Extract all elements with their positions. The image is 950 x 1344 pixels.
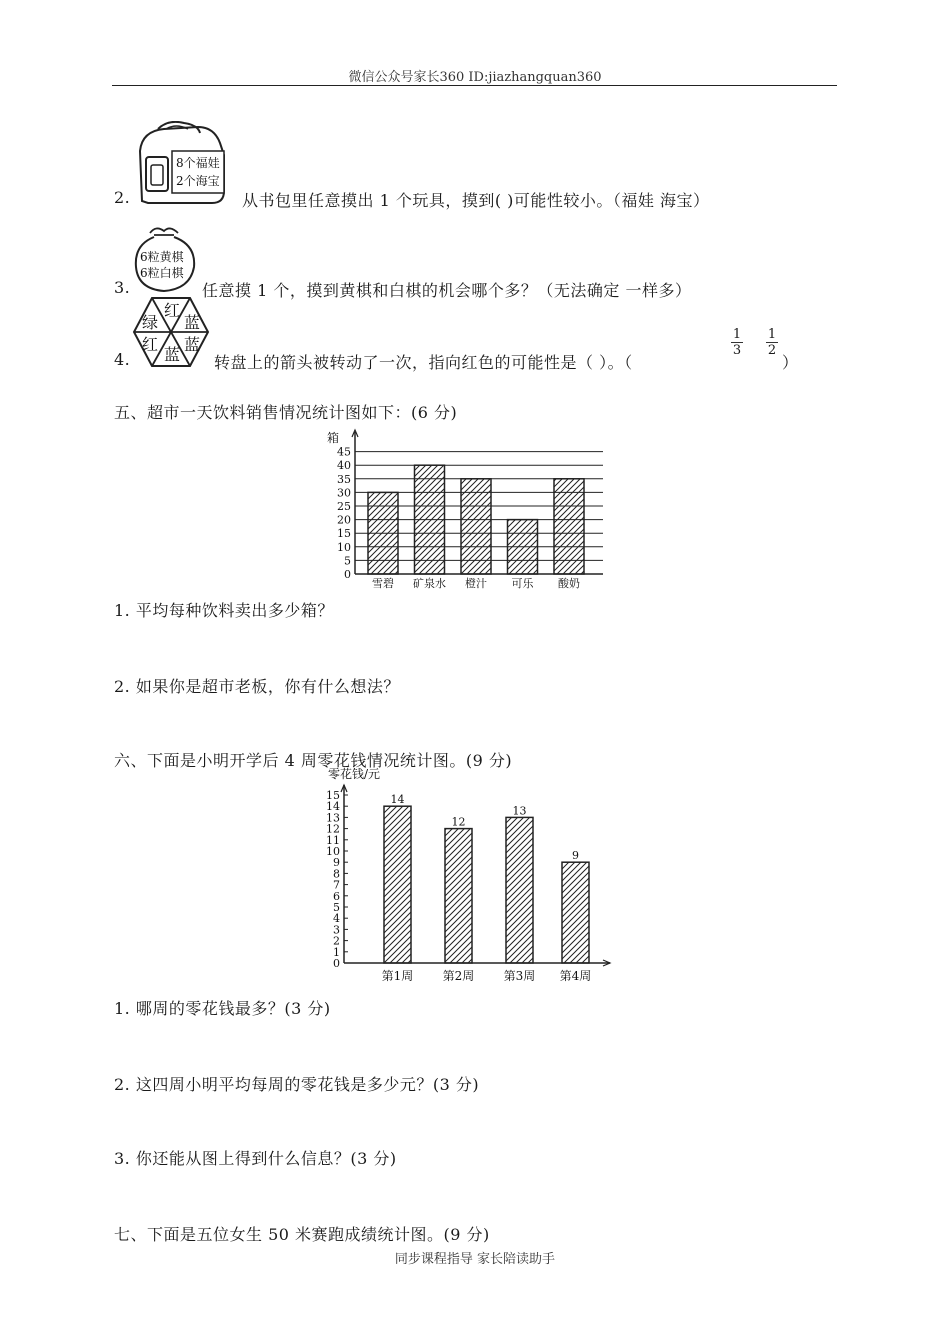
y-tick-label: 35 xyxy=(337,472,351,486)
x-tick-label: 第2周 xyxy=(442,969,475,983)
bar xyxy=(508,520,538,574)
y-tick-label: 6 xyxy=(333,889,340,903)
section7-title: 七、下面是五位女生 50 米赛跑成绩统计图。(9 分) xyxy=(114,1225,490,1244)
q4-close-paren: ） xyxy=(782,353,799,372)
bar xyxy=(368,492,398,574)
y-tick-label: 0 xyxy=(333,957,340,970)
bar xyxy=(461,479,491,574)
y-tick-label: 7 xyxy=(333,878,340,892)
fraction-numerator: 1 xyxy=(767,327,777,342)
y-tick-label: 14 xyxy=(326,800,340,814)
chess-bag-line-2: 6粒白棋 xyxy=(140,266,184,280)
page-footer: 同步课程指导 家长陪读助手 xyxy=(394,1252,556,1267)
section5-question-1: 1. 平均每种饮料卖出多少箱？ xyxy=(114,601,334,620)
bar-data-label: 13 xyxy=(512,804,527,818)
section6-question-2: 2. 这四周小明平均每周的零花钱是多少元？(3 分) xyxy=(114,1075,480,1094)
x-tick-label: 橙汁 xyxy=(465,577,487,590)
bar xyxy=(562,862,589,963)
x-tick-label: 酸奶 xyxy=(558,577,580,590)
x-tick-label: 第1周 xyxy=(381,969,414,983)
x-tick-label: 第3周 xyxy=(503,969,536,983)
bag-line-1: 8个福娃 xyxy=(176,156,220,170)
bar xyxy=(506,817,533,963)
q3-number: 3. xyxy=(114,278,131,297)
fraction-numerator: 1 xyxy=(732,327,742,342)
bar xyxy=(415,465,445,574)
y-tick-label: 3 xyxy=(333,923,340,937)
spinner-sector-label: 绿 xyxy=(142,313,159,332)
y-axis-label: 箱 xyxy=(327,431,340,445)
y-tick-label: 45 xyxy=(337,445,351,459)
section6-question-1: 1. 哪周的零花钱最多？(3 分) xyxy=(114,999,331,1018)
section5-question-2: 2. 如果你是超市老板，你有什么想法？ xyxy=(114,677,400,696)
y-tick-label: 9 xyxy=(333,856,340,870)
y-tick-label: 20 xyxy=(337,513,351,527)
y-tick-label: 15 xyxy=(337,527,351,541)
q4-number: 4. xyxy=(114,350,131,369)
bar xyxy=(384,806,411,963)
chess-bag-illustration xyxy=(130,223,200,295)
x-tick-label: 雪碧 xyxy=(372,577,394,590)
page-header: 微信公众号家长360 ID:jiazhangquan360 xyxy=(348,70,602,85)
bar-data-label: 9 xyxy=(572,849,579,863)
fraction-one-half xyxy=(766,327,778,358)
spinner-sector-label: 红 xyxy=(142,335,159,354)
spinner-sector-label: 蓝 xyxy=(164,345,181,364)
y-axis-label: 零花钱/元 xyxy=(328,767,381,781)
y-tick-label: 25 xyxy=(337,500,351,513)
y-tick-label: 12 xyxy=(326,822,340,836)
spinner-illustration xyxy=(132,296,210,368)
y-tick-label: 30 xyxy=(337,486,351,500)
y-tick-label: 5 xyxy=(344,554,351,568)
y-tick-label: 11 xyxy=(326,833,340,847)
bar-data-label: 12 xyxy=(451,815,466,829)
x-tick-label: 第4周 xyxy=(559,969,592,983)
bar xyxy=(445,829,472,963)
q2-number: 2. xyxy=(114,188,131,207)
fraction-denominator: 3 xyxy=(732,343,742,358)
y-tick-label: 8 xyxy=(333,867,340,881)
schoolbag-illustration xyxy=(128,121,240,207)
bar-data-label: 14 xyxy=(390,793,405,807)
header-divider xyxy=(112,85,837,86)
spinner-sector-label: 蓝 xyxy=(184,335,201,354)
q2-text: 从书包里任意摸出 1 个玩具，摸到( )可能性较小。（福娃 海宝） xyxy=(242,191,710,210)
y-tick-label: 1 xyxy=(333,945,340,959)
drinks-bar-chart xyxy=(325,428,615,590)
pocket-money-bar-chart xyxy=(318,765,618,987)
fraction-denominator: 2 xyxy=(767,343,777,358)
spinner-sector-label: 蓝 xyxy=(184,313,201,332)
q4-text: 转盘上的箭头被转动了一次，指向红色的可能性是（ ）。（ xyxy=(214,353,633,372)
y-tick-label: 10 xyxy=(326,845,340,858)
y-tick-label: 40 xyxy=(337,459,351,473)
y-tick-label: 0 xyxy=(344,568,351,581)
y-tick-label: 2 xyxy=(333,934,340,948)
bag-line-2: 2个海宝 xyxy=(176,174,220,188)
x-tick-label: 可乐 xyxy=(511,577,534,590)
fraction-one-third xyxy=(731,327,743,358)
section6-question-3: 3. 你还能从图上得到什么信息？(3 分) xyxy=(114,1149,397,1168)
bar xyxy=(554,479,584,574)
y-tick-label: 15 xyxy=(326,789,340,802)
section5-title: 五、超市一天饮料销售情况统计图如下：(6 分) xyxy=(114,403,458,422)
y-tick-label: 5 xyxy=(333,901,340,914)
y-tick-label: 13 xyxy=(326,811,340,825)
y-tick-label: 4 xyxy=(333,912,340,926)
section6-title: 六、下面是小明开学后 4 周零花钱情况统计图。(9 分) xyxy=(114,751,513,770)
q3-text: 任意摸 1 个，摸到黄棋和白棋的机会哪个多？（无法确定 一样多） xyxy=(202,281,692,300)
x-tick-label: 矿泉水 xyxy=(413,577,446,590)
y-tick-label: 10 xyxy=(337,540,351,554)
spinner-sector-label: 红 xyxy=(164,301,181,320)
chess-bag-line-1: 6粒黄棋 xyxy=(140,250,184,264)
